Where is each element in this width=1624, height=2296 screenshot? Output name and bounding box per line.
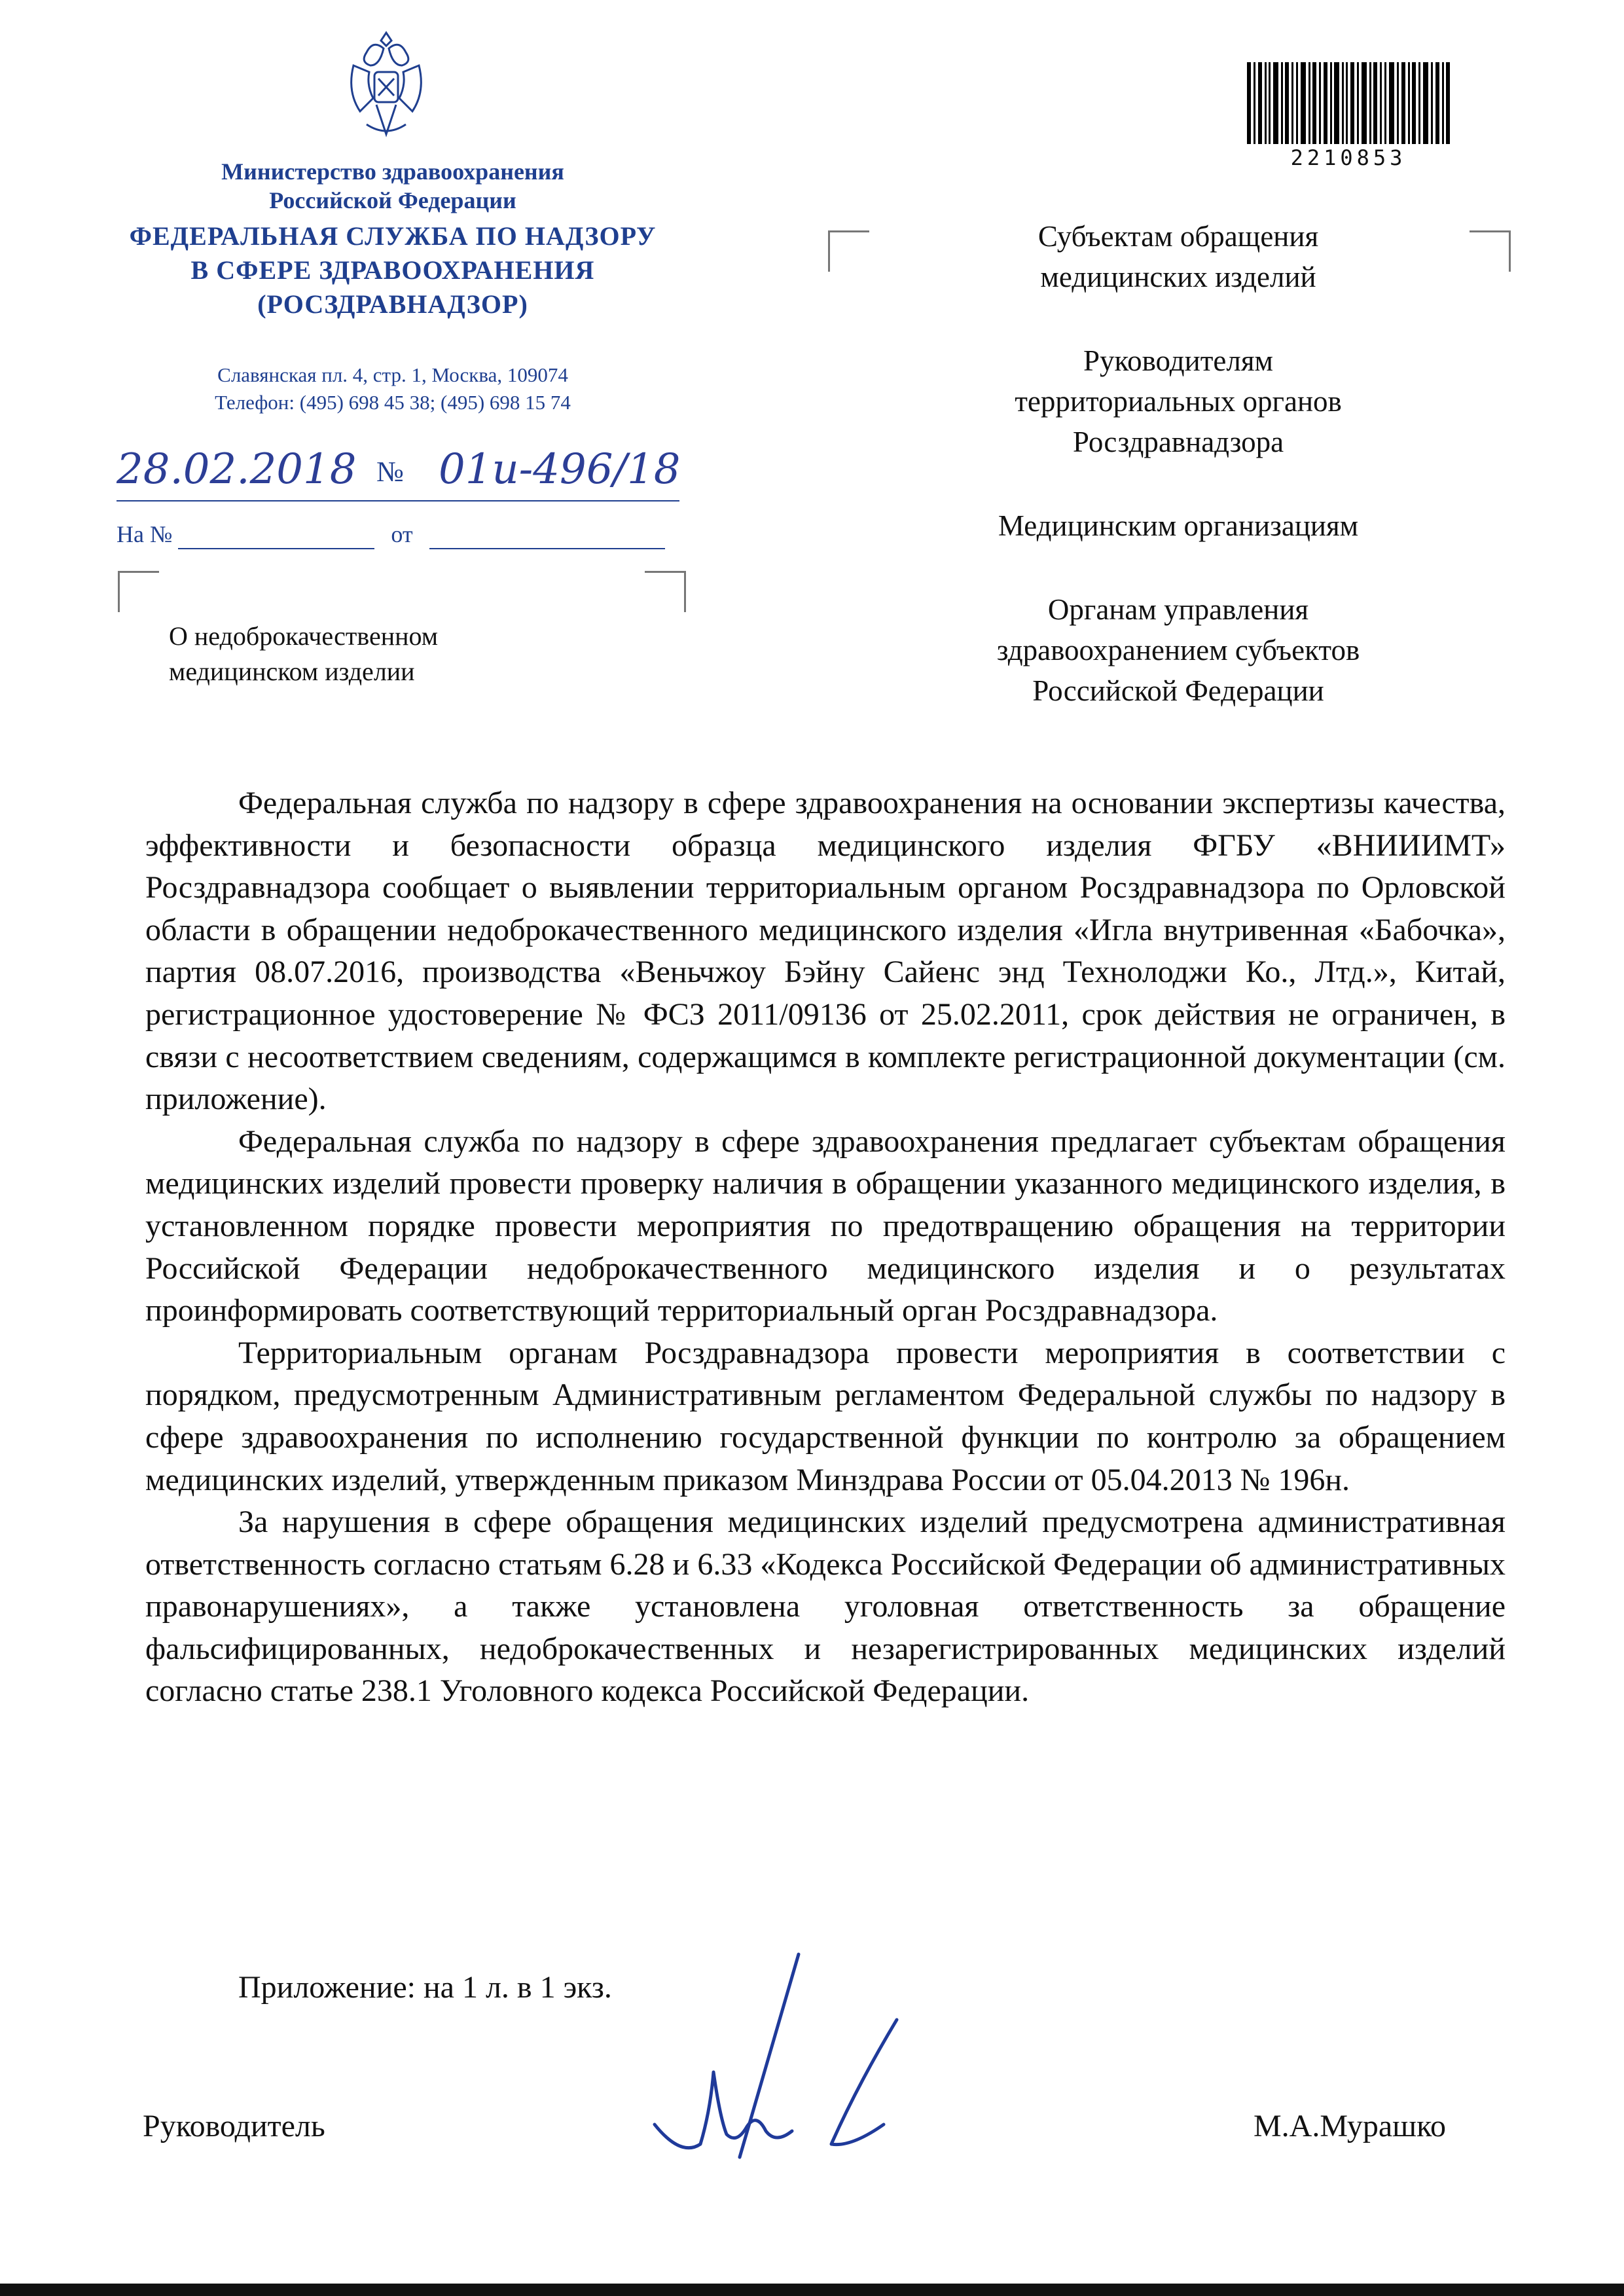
recipient-item bbox=[929, 505, 1427, 546]
reference-date-label: от bbox=[391, 521, 413, 547]
recipient-line: Росздравнадзора bbox=[1072, 426, 1284, 458]
recipient-line: территориальных органов bbox=[1015, 385, 1342, 418]
recipient-item bbox=[929, 216, 1427, 297]
address-line1: Славянская пл. 4, стр. 1, Москва, 109074 bbox=[217, 363, 568, 386]
body-paragraph: Федеральная служба по надзору в сфере здравоохранения на основании экспертизы качества, эффективности и безопасности образца медицинского изделия ФГБУ «ВНИИИМТ» Росздравнадзора сообщает о выявлении территориальным органом Росздравнадзора по Орловской области в обращении недоброкачественного медицинского изделия «Игла внутривенная «Бабочка», партия 08.07.2016, производства «Веньчжоу Бэйну Сайенс энд Технолоджи Ко., Лтд.», Китай, регистрационное удостоверение № ФСЗ 2011/09136 от 25.02.2011, срок действия не ограничен, в связи с несоответствием сведениям, содержащимся в комплекте регистрационной документации (см. приложение). bbox=[145, 786, 1506, 1117]
body-paragraph: Федеральная служба по надзору в сфере здравоохранения предлагает субъектам обращения медицинских изделий провести проверку наличия в обращении указанного медицинского изделия, в установленном порядке провести мероприятия по предотвращению обращения на территории Российской Федерации недоброкачественного медицинского изделия и о результатах проинформировать соответствующий территориальный орган Росздравнадзора. bbox=[145, 1123, 1506, 1328]
agency-name bbox=[105, 219, 681, 321]
agency-line3: (РОСЗДРАВНАДЗОР) bbox=[257, 289, 528, 319]
reference-number-label: На № bbox=[117, 521, 173, 547]
ministry-line2: Российской Федерации bbox=[269, 187, 516, 213]
recipient-line: Субъектам обращения bbox=[1038, 220, 1319, 253]
outgoing-date: 28.02.2018 bbox=[117, 445, 357, 494]
reference-row bbox=[117, 520, 665, 549]
recipient-line: Российской Федерации bbox=[1032, 674, 1324, 707]
ministry-name bbox=[131, 157, 655, 215]
recipient-item bbox=[929, 340, 1427, 462]
recipient-bracket-left bbox=[828, 230, 869, 272]
reference-number-blank bbox=[178, 520, 374, 549]
agency-line1: ФЕДЕРАЛЬНАЯ СЛУЖБА ПО НАДЗОРУ bbox=[129, 221, 657, 251]
recipients-block bbox=[929, 216, 1427, 754]
barcode bbox=[1247, 62, 1450, 144]
coat-of-arms-icon bbox=[340, 26, 432, 144]
address-line2: Телефон: (495) 698 45 38; (495) 698 15 74 bbox=[215, 391, 571, 414]
recipient-item bbox=[929, 589, 1427, 711]
recipient-bracket-right bbox=[1470, 230, 1511, 272]
recipient-line: здравоохранением субъектов bbox=[996, 634, 1360, 666]
ministry-line1: Министерство здравоохранения bbox=[221, 158, 564, 185]
recipient-line: Руководителям bbox=[1083, 344, 1273, 377]
letter-subject bbox=[169, 619, 601, 689]
agency-line2: В СФЕРЕ ЗДРАВООХРАНЕНИЯ bbox=[190, 255, 595, 285]
attachment-note: Приложение: на 1 л. в 1 экз. bbox=[238, 1970, 612, 2005]
letter-body bbox=[145, 782, 1506, 1713]
outgoing-underline bbox=[117, 500, 679, 501]
subject-bracket-right bbox=[645, 571, 686, 612]
body-paragraph: За нарушения в сфере обращения медицинских изделий предусмотрена административная ответственность согласно статьям 6.28 и 6.33 «Кодекса Российской Федерации об административных правонарушениях», а также установлена уголовная ответственность за обращение фальсифицированных, недоброкачественных и незарегистрированных медицинских изделий согласно статье 238.1 Уголовного кодекса Российской Федерации. bbox=[145, 1504, 1506, 1709]
signature bbox=[641, 1948, 916, 2170]
subject-line2: медицинском изделии bbox=[169, 657, 415, 686]
recipient-line: Органам управления bbox=[1047, 593, 1309, 626]
recipient-line: Медицинским организациям bbox=[998, 509, 1359, 542]
subject-line1: О недоброкачественном bbox=[169, 621, 439, 651]
reference-date-blank bbox=[429, 520, 665, 549]
recipient-line: медицинских изделий bbox=[1040, 261, 1316, 293]
signer-name: М.А.Мурашко bbox=[1254, 2109, 1446, 2143]
outgoing-number: 01и-496/18 bbox=[439, 445, 681, 494]
scan-border bbox=[0, 2284, 1624, 2296]
outgoing-number-sign: № bbox=[376, 456, 404, 488]
subject-bracket-left bbox=[118, 571, 159, 612]
agency-address bbox=[131, 361, 655, 416]
barcode-number: 2210853 bbox=[1290, 145, 1407, 170]
body-paragraph: Территориальным органам Росздравнадзора провести мероприятия в соответствии с порядком, предусмотренным Административным регламентом Федеральной службы по надзору в сфере здравоохранения по исполнению государственной функции по контролю за обращением медицинских изделий, утвержденным приказом Минздрава России от 05.04.2013 № 196н. bbox=[145, 1335, 1506, 1497]
signer-title: Руководитель bbox=[143, 2109, 325, 2143]
